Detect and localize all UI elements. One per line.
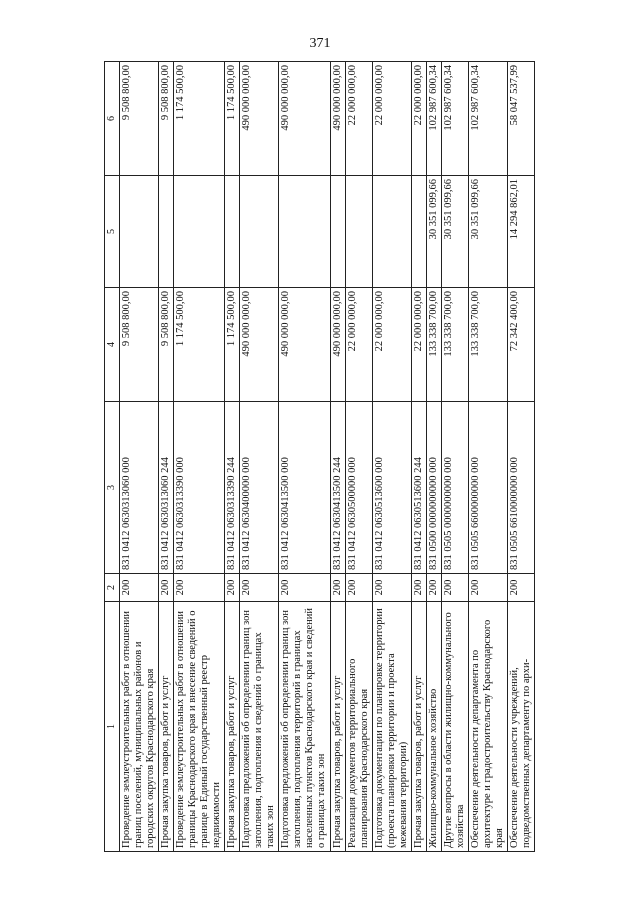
row-col2-cell: 200 (225, 574, 240, 602)
row-col6-cell: 490 000 000,00 (330, 62, 345, 176)
row-name-cell: Подготовка документации по планировке территории (проекта планировки территории и проекта межевания территории) (372, 602, 411, 852)
row-code-cell: 831 0412 0630513600 000 (372, 402, 411, 574)
row-col5-cell (330, 176, 345, 288)
row-name-cell: Обеспечение деятельности департамента по архитектуре и градостроительству Краснодарского края (469, 602, 508, 852)
row-col6-cell: 490 000 000,00 (240, 62, 279, 176)
table-row (225, 62, 240, 852)
row-col4-cell: 9 508 800,00 (119, 288, 158, 402)
row-code-cell: 831 0412 0630313060 244 (158, 402, 173, 574)
row-name-cell: Проведение землеустроительных работ в отношении границ поселений, муниципальных районов и городских округов Краснодарского края (119, 602, 158, 852)
row-col6-cell: 22 000 000,00 (372, 62, 411, 176)
row-col2-cell: 200 (442, 574, 469, 602)
row-name-cell: Реализация документов территориального планирования Краснодарского края (345, 602, 372, 852)
row-col2-cell: 200 (279, 574, 330, 602)
row-code-cell: 831 0412 0630400000 000 (240, 402, 279, 574)
row-name-cell: Жилищно-коммунальное хозяйство (426, 602, 441, 852)
header-cell: 1 (105, 602, 120, 852)
table-row (372, 62, 411, 852)
row-col6-cell: 9 508 800,00 (158, 62, 173, 176)
row-code-cell: 831 0505 6600000000 000 (469, 402, 508, 574)
table-row (119, 62, 158, 852)
row-col2-cell: 200 (240, 574, 279, 602)
row-code-cell: 831 0505 6610000000 000 (508, 402, 535, 574)
header-cell: 6 (105, 62, 120, 176)
row-col2-cell: 200 (345, 574, 372, 602)
table-row (158, 62, 173, 852)
row-code-cell: 831 0412 0630513600 244 (411, 402, 426, 574)
row-col5-cell (279, 176, 330, 288)
row-col4-cell: 1 174 500,00 (173, 288, 224, 402)
row-col4-cell: 22 000 000,00 (345, 288, 372, 402)
row-code-cell: 831 0412 0630500000 000 (345, 402, 372, 574)
table-row (442, 62, 469, 852)
row-name-cell: Прочая закупка товаров, работ и услуг (158, 602, 173, 852)
row-col5-cell (225, 176, 240, 288)
row-col5-cell (240, 176, 279, 288)
row-col2-cell: 200 (119, 574, 158, 602)
row-col4-cell: 490 000 000,00 (240, 288, 279, 402)
rotated-table-container (104, 62, 604, 852)
table-row (173, 62, 224, 852)
rotated-table (104, 62, 604, 852)
row-col2-cell: 200 (173, 574, 224, 602)
row-col6-cell: 22 000 000,00 (345, 62, 372, 176)
row-col5-cell: 30 351 099,66 (426, 176, 441, 288)
row-code-cell: 831 0412 0630413500 244 (330, 402, 345, 574)
row-col6-cell: 58 047 537,99 (508, 62, 535, 176)
header-cell: 3 (105, 402, 120, 574)
row-col6-cell: 102 987 600,34 (469, 62, 508, 176)
table-row (330, 62, 345, 852)
row-col2-cell: 200 (330, 574, 345, 602)
table-row (469, 62, 508, 852)
row-col5-cell: 30 351 099,66 (442, 176, 469, 288)
row-code-cell: 831 0412 0630313390 244 (225, 402, 240, 574)
row-col4-cell: 22 000 000,00 (372, 288, 411, 402)
row-col5-cell (411, 176, 426, 288)
row-name-cell: Прочая закупка товаров, работ и услуг (225, 602, 240, 852)
row-col4-cell: 490 000 000,00 (279, 288, 330, 402)
row-code-cell: 831 0505 0000000000 000 (442, 402, 469, 574)
row-col6-cell: 490 000 000,00 (279, 62, 330, 176)
row-col6-cell: 9 508 800,00 (119, 62, 158, 176)
row-col6-cell: 1 174 500,00 (225, 62, 240, 176)
row-name-cell: Другие вопросы в области жилищно-коммунального хозяйства (442, 602, 469, 852)
row-col4-cell: 490 000 000,00 (330, 288, 345, 402)
row-col5-cell (345, 176, 372, 288)
row-col5-cell: 30 351 099,66 (469, 176, 508, 288)
row-col5-cell (119, 176, 158, 288)
table-row (411, 62, 426, 852)
row-col5-cell (158, 176, 173, 288)
row-code-cell: 831 0500 0000000000 000 (426, 402, 441, 574)
row-col4-cell: 72 342 400,00 (508, 288, 535, 402)
row-code-cell: 831 0412 0630413500 000 (279, 402, 330, 574)
row-col6-cell: 22 000 000,00 (411, 62, 426, 176)
table-row (279, 62, 330, 852)
row-name-cell: Прочая закупка товаров, работ и услуг (330, 602, 345, 852)
table-row (426, 62, 441, 852)
header-cell: 4 (105, 288, 120, 402)
row-col6-cell: 102 987 600,34 (442, 62, 469, 176)
row-col4-cell: 133 338 700,00 (442, 288, 469, 402)
row-col2-cell: 200 (158, 574, 173, 602)
header-cell: 5 (105, 176, 120, 288)
row-col4-cell: 22 000 000,00 (411, 288, 426, 402)
row-col6-cell: 102 987 600,34 (426, 62, 441, 176)
row-col4-cell: 1 174 500,00 (225, 288, 240, 402)
row-col2-cell: 200 (372, 574, 411, 602)
row-col6-cell: 1 174 500,00 (173, 62, 224, 176)
row-col4-cell: 133 338 700,00 (426, 288, 441, 402)
row-col5-cell (173, 176, 224, 288)
row-name-cell: Проведение землеустроительных работ в отношении границы Краснодарского края и внесение сведений о границе в Единый государственный реестр недвижимости (173, 602, 224, 852)
table-row (240, 62, 279, 852)
row-col5-cell (372, 176, 411, 288)
row-col2-cell: 200 (426, 574, 441, 602)
table-row (508, 62, 535, 852)
row-col4-cell: 9 508 800,00 (158, 288, 173, 402)
row-col2-cell: 200 (469, 574, 508, 602)
table-row (345, 62, 372, 852)
page-number: 371 (309, 36, 331, 51)
row-col5-cell: 14 294 862,01 (508, 176, 535, 288)
row-name-cell: Подготовка предложений об определении границ зон затопления, подтопления территорий в границах населенных пунктов Краснодарского края и сведений о границах таких зон (279, 602, 330, 852)
row-name-cell: Прочая закупка товаров, работ и услуг (411, 602, 426, 852)
header-row (105, 62, 120, 852)
header-cell: 2 (105, 574, 120, 602)
budget-table (104, 61, 535, 852)
row-name-cell: Подготовка предложений об определении границ зон затопления, подтопления и сведений о границах таких зон (240, 602, 279, 852)
row-code-cell: 831 0412 0630313060 000 (119, 402, 158, 574)
row-col4-cell: 133 338 700,00 (469, 288, 508, 402)
row-col2-cell: 200 (508, 574, 535, 602)
row-col2-cell: 200 (411, 574, 426, 602)
row-name-cell: Обеспечение деятельности учреждений, подведомственных департаменту по архи- (508, 602, 535, 852)
row-code-cell: 831 0412 0630313390 000 (173, 402, 224, 574)
